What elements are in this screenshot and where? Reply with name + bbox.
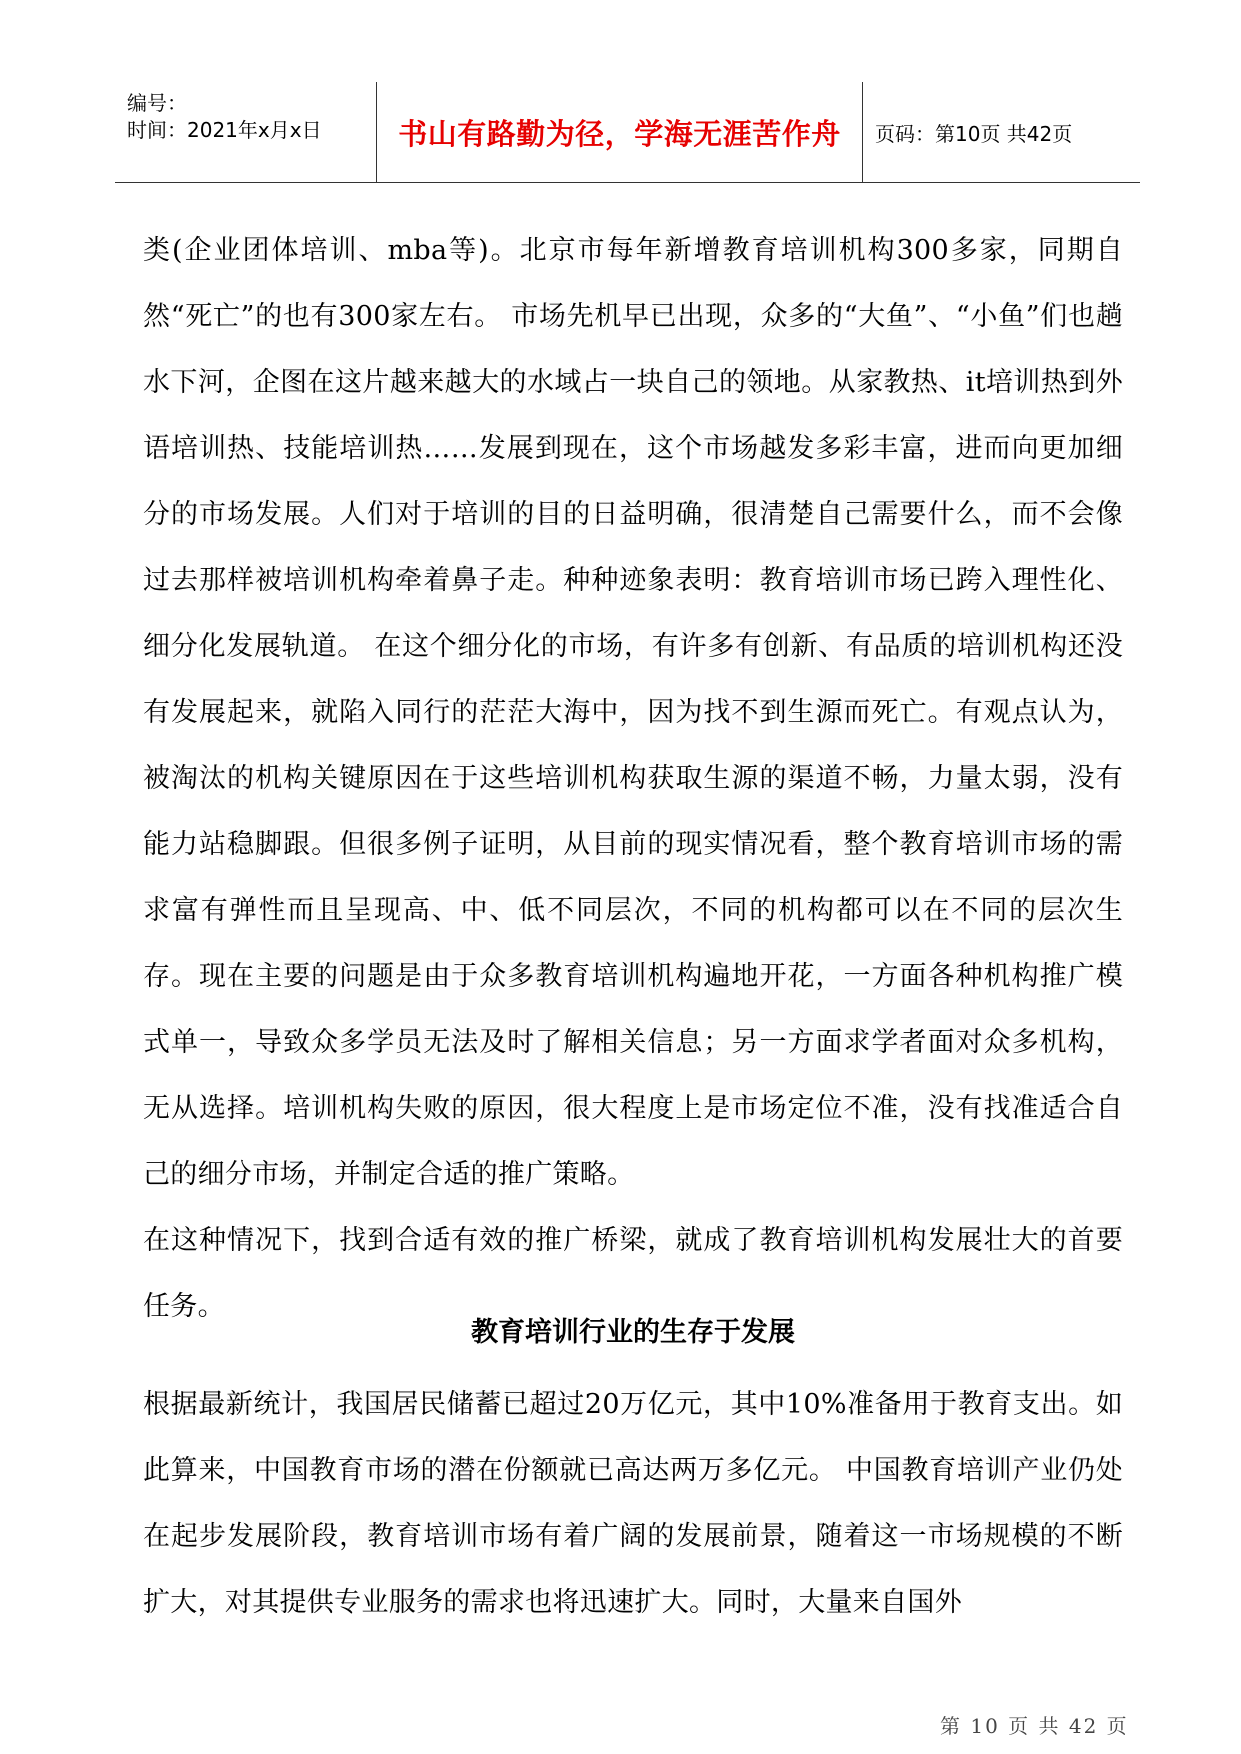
header-motto-cell [376, 82, 863, 182]
body-text-block-2 [143, 1372, 1123, 1636]
header-page-cell [863, 82, 1140, 182]
header-page-number: 页码：第10页 共42页 [875, 121, 1073, 146]
header-meta [115, 82, 376, 182]
document-time-label: 时间：2021年x月x日 [127, 118, 322, 142]
body-paragraph-3: 根据最新统计，我国居民储蓄已超过20万亿元，其中10%准备用于教育支出。如此算来，中国教育市场的潜在份额就已高达两万多亿元。 中国教育培训产业仍处在起步发展阶段，教育培训市场有着广阔的发展前景，随着这一市场规模的不断扩大，对其提供专业服务的需求也将迅速扩大。同时，大量来自国外 [143, 1389, 1123, 1618]
body-paragraph-2: 在这种情况下，找到合适有效的推广桥梁，就成了教育培训机构发展壮大的首要任务。 [143, 1225, 1123, 1322]
section-title: 教育培训行业的生存于发展 [471, 1317, 795, 1348]
body-text-block [143, 218, 1123, 1340]
body-paragraph-1: 类(企业团体培训、mba等)。北京市每年新增教育培训机构300多家，同期自然“死亡”的也有300家左右。 市场先机早已出现，众多的“大鱼”、“小鱼”们也趟水下河，企图在这片越来越大的水域占一块自己的领地。从家教热、it培训热到外语培训热、技能培训热……发展到现在，这个市场越发多彩丰富，进而向更加细分的市场发展。人们对于培训的目的日益明确，很清楚自己需要什么，而不会像过去那样被培训机构牵着鼻子走。种种迹象表明：教育培训市场已跨入理性化、细分化发展轨道。 在这个细分化的市场，有许多有创新、有品质的培训机构还没有发展起来，就陷入同行的茫茫大海中，因为找不到生源而死亡。有观点认为，被淘汰的机构关键原因在于这些培训机构获取生源的渠道不畅，力量太弱，没有能力站稳脚跟。但很多例子证明，从目前的现实情况看，整个教育培训市场的需求富有弹性而且呈现高、中、低不同层次，不同的机构都可以在不同的层次生存。现在主要的问题是由于众多教育培训机构遍地开花，一方面各种机构推广模式单一，导致众多学员无法及时了解相关信息；另一方面求学者面对众多机构，无从选择。培训机构失败的原因，很大程度上是市场定位不准，没有找准适合自己的细分市场，并制定合适的推广策略。 [143, 235, 1123, 1190]
page-header [115, 82, 1140, 183]
header-motto: 书山有路勤为径，学海无涯苦作舟 [398, 116, 841, 151]
document-number-label: 编号： [127, 91, 187, 115]
page-footer: 第 10 页 共 42 页 [940, 1714, 1129, 1738]
